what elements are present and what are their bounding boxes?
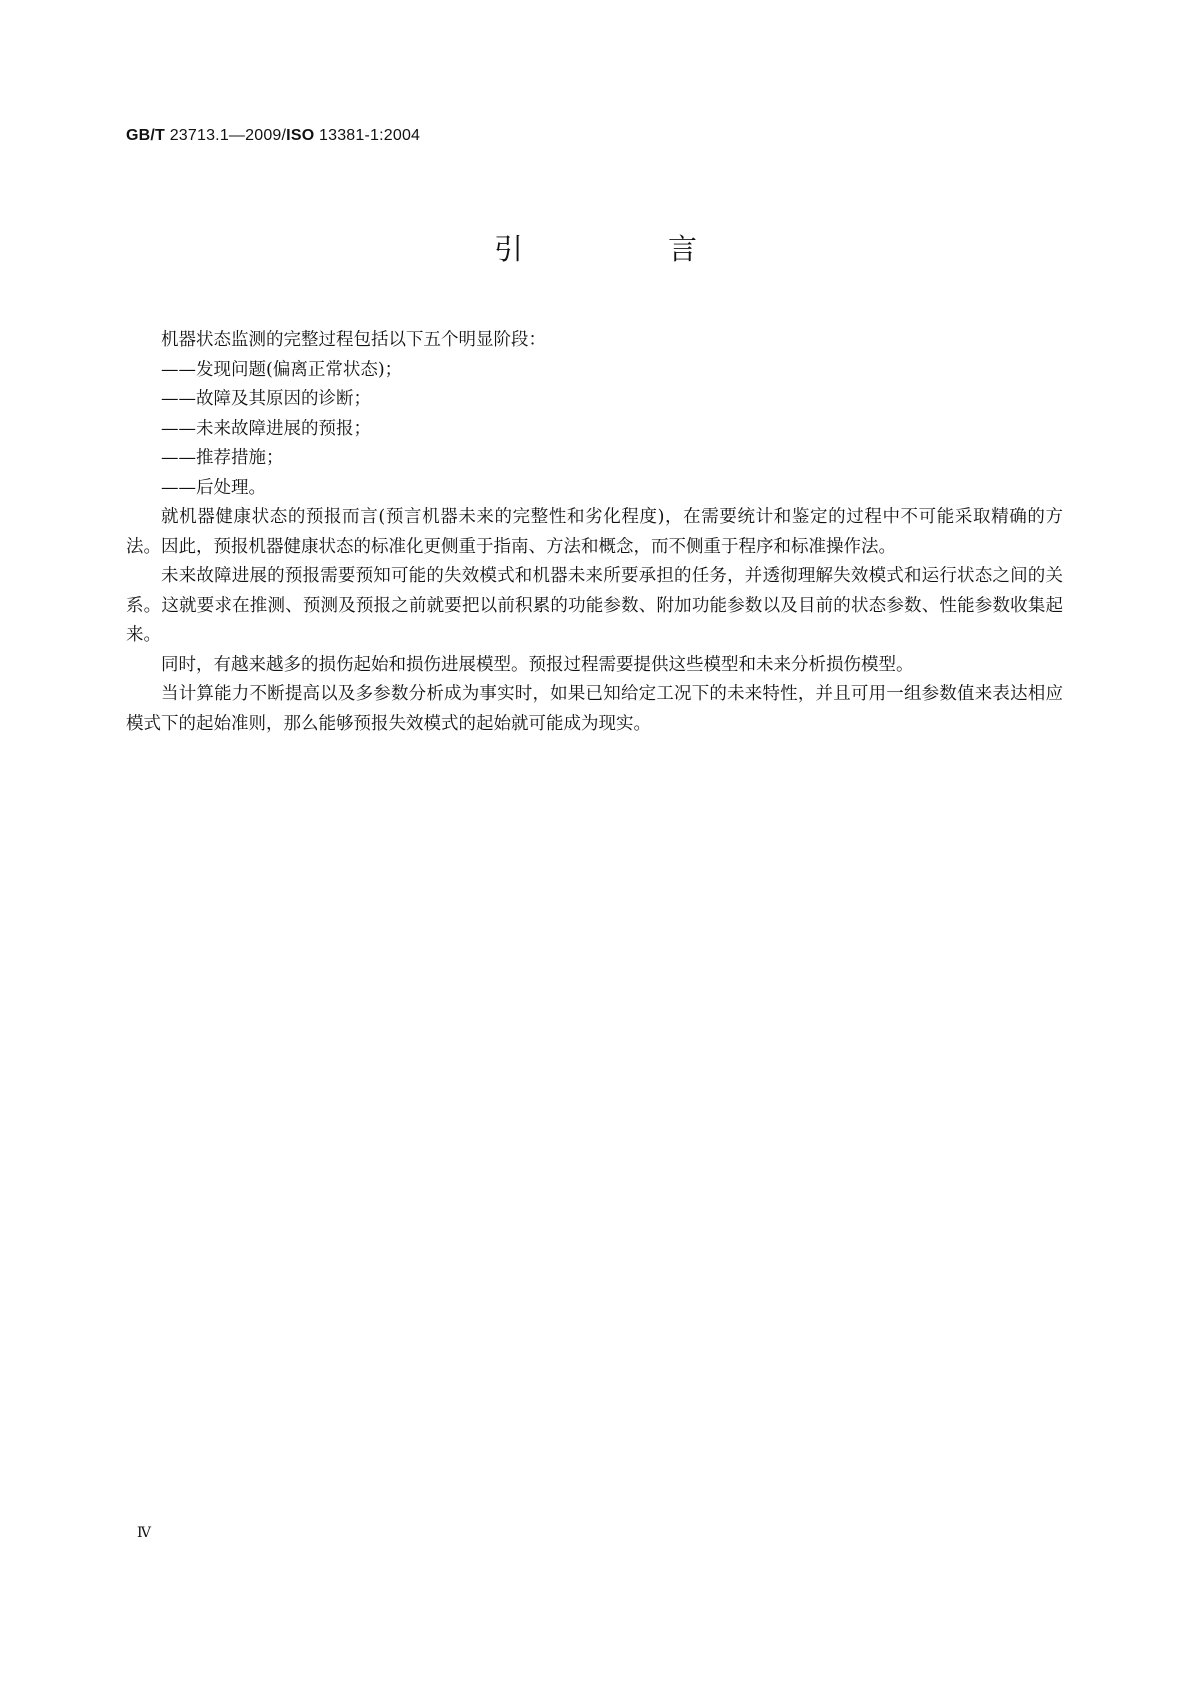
list-item: ——后处理。: [161, 477, 266, 498]
list-item: ——推荐措施；: [161, 448, 284, 468]
list-item: ——未来故障进展的预报；: [161, 418, 371, 439]
body-paragraph: 同时，有越来越多的损伤起始和损伤进展模型。预报过程需要提供这些模型和未来分析损伤模型。: [161, 654, 914, 675]
std-gb-label: GB/T: [126, 127, 166, 144]
std-iso-number: 13381-1:2004: [319, 127, 421, 144]
body-paragraph: 当计算能力不断提高以及多参数分析成为事实时，如果已知给定工况下的未来特性，并且可用一组参数值来表达相应模式下的起始准则，那么能够预报失效模式的起始就可能成为现实。: [126, 684, 1063, 734]
list-item: ——发现问题(偏离正常状态)；: [161, 359, 403, 380]
page-number: Ⅳ: [137, 1525, 151, 1541]
std-iso-label: ISO: [286, 127, 315, 144]
document-body: [126, 326, 1063, 739]
intro-paragraph: 机器状态监测的完整过程包括以下五个明显阶段：: [161, 330, 546, 350]
list-item: ——故障及其原因的诊断；: [161, 389, 371, 409]
std-gb-number: 23713.1—2009/: [169, 127, 287, 144]
body-paragraph: 就机器健康状态的预报而言(预言机器未来的完整性和劣化程度)，在需要统计和鉴定的过程中不可能采取精确的方法。因此，预报机器健康状态的标准化更侧重于指南、方法和概念，而不侧重于程序和标准操作法。: [126, 507, 1063, 557]
standard-identifier: [126, 127, 420, 145]
page-title: 引 言: [493, 232, 755, 266]
body-paragraph: 未来故障进展的预报需要预知可能的失效模式和机器未来所要承担的任务，并透彻理解失效模式和运行状态之间的关系。这就要求在推测、预测及预报之前就要把以前积累的功能参数、附加功能参数以及目前的状态参数、性能参数收集起来。: [126, 566, 1063, 645]
